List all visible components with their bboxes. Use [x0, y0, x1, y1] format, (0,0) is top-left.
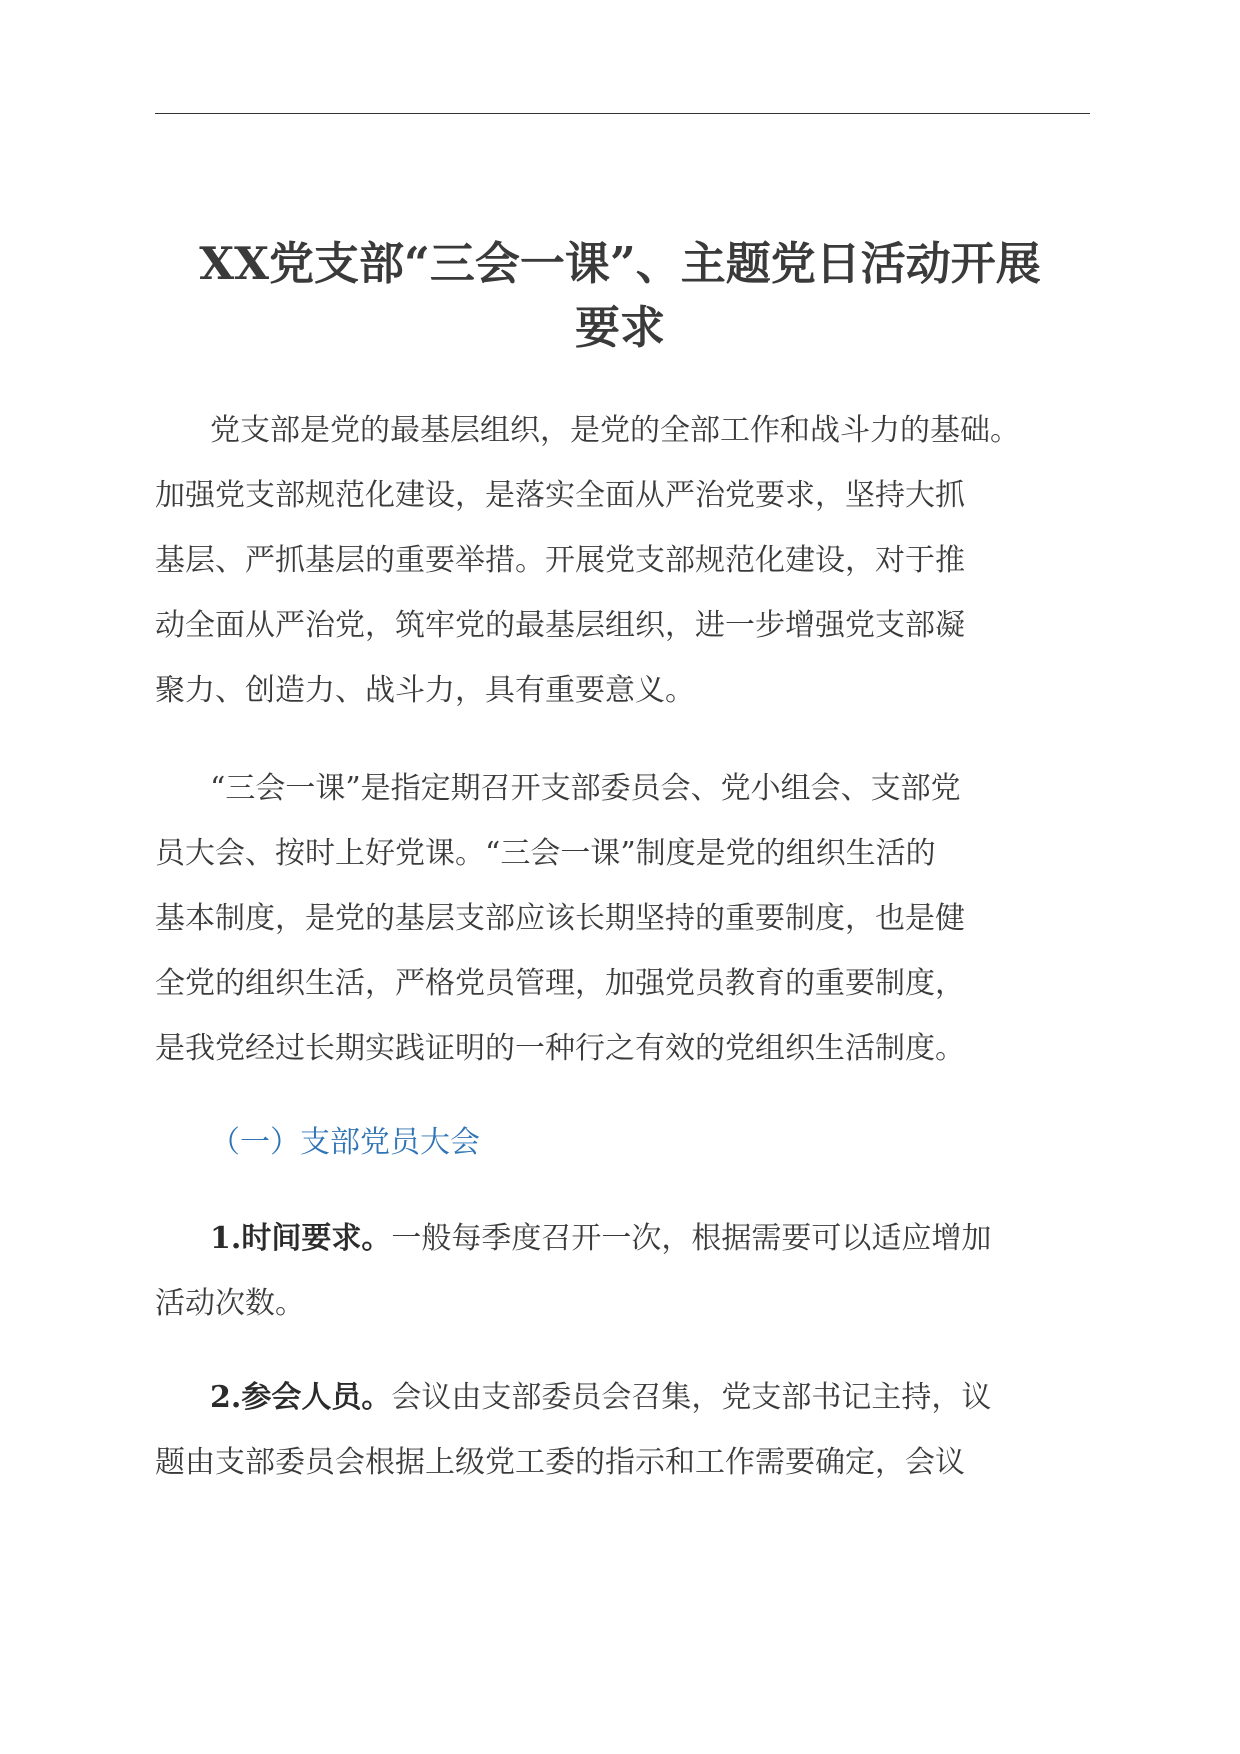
paragraph-line: 活动次数。: [155, 1286, 305, 1321]
item-head: 1.时间要求。: [210, 1221, 392, 1256]
paragraph-line: 全党的组织生活，严格党员管理，加强党员教育的重要制度，: [155, 966, 965, 1001]
three-meetings-paragraph: [155, 756, 1090, 1081]
title-line-1: XX党支部“三会一课”、主题党日活动开展: [199, 237, 1041, 290]
paragraph-line: 加强党支部规范化建设，是落实全面从严治党要求，坚持大抓: [155, 478, 965, 513]
section-heading: （一）支部党员大会: [210, 1125, 480, 1160]
paragraph-line: 动全面从严治党，筑牢党的最基层组织，进一步增强党支部凝: [155, 608, 965, 643]
paragraph-line: 基层、严抓基层的重要举措。开展党支部规范化建设，对于推: [155, 543, 965, 578]
item-first-line: [155, 1365, 1090, 1430]
paragraph-line: 题由支部委员会根据上级党工委的指示和工作需要确定，会议: [155, 1445, 965, 1480]
item-head: 2.参会人员。: [210, 1380, 392, 1415]
paragraph-line: 聚力、创造力、战斗力，具有重要意义。: [155, 673, 695, 708]
paragraph-line: 员大会、按时上好党课。“三会一课”制度是党的组织生活的: [155, 836, 936, 871]
paragraph-line: 基本制度，是党的基层支部应该长期坚持的重要制度，也是健: [155, 901, 965, 936]
list-item-attendees: [155, 1365, 1090, 1495]
header-rule: [155, 113, 1090, 114]
paragraph-line: 是我党经过长期实践证明的一种行之有效的党组织生活制度。: [155, 1031, 965, 1066]
item-first-line: [155, 1206, 1090, 1271]
list-item-time-requirement: [155, 1206, 1090, 1336]
paragraph-line: 党支部是党的最基层组织，是党的全部工作和战斗力的基础。: [210, 413, 1020, 448]
item-text: 会议由支部委员会召集，党支部书记主持，议: [391, 1380, 992, 1415]
item-text: 一般每季度召开一次，根据需要可以适应增加: [391, 1221, 992, 1256]
document-title: [150, 232, 1090, 360]
title-line-2: 要求: [574, 301, 665, 354]
paragraph-line: “三会一课”是指定期召开支部委员会、党小组会、支部党: [210, 771, 961, 806]
intro-paragraph: [155, 398, 1090, 723]
